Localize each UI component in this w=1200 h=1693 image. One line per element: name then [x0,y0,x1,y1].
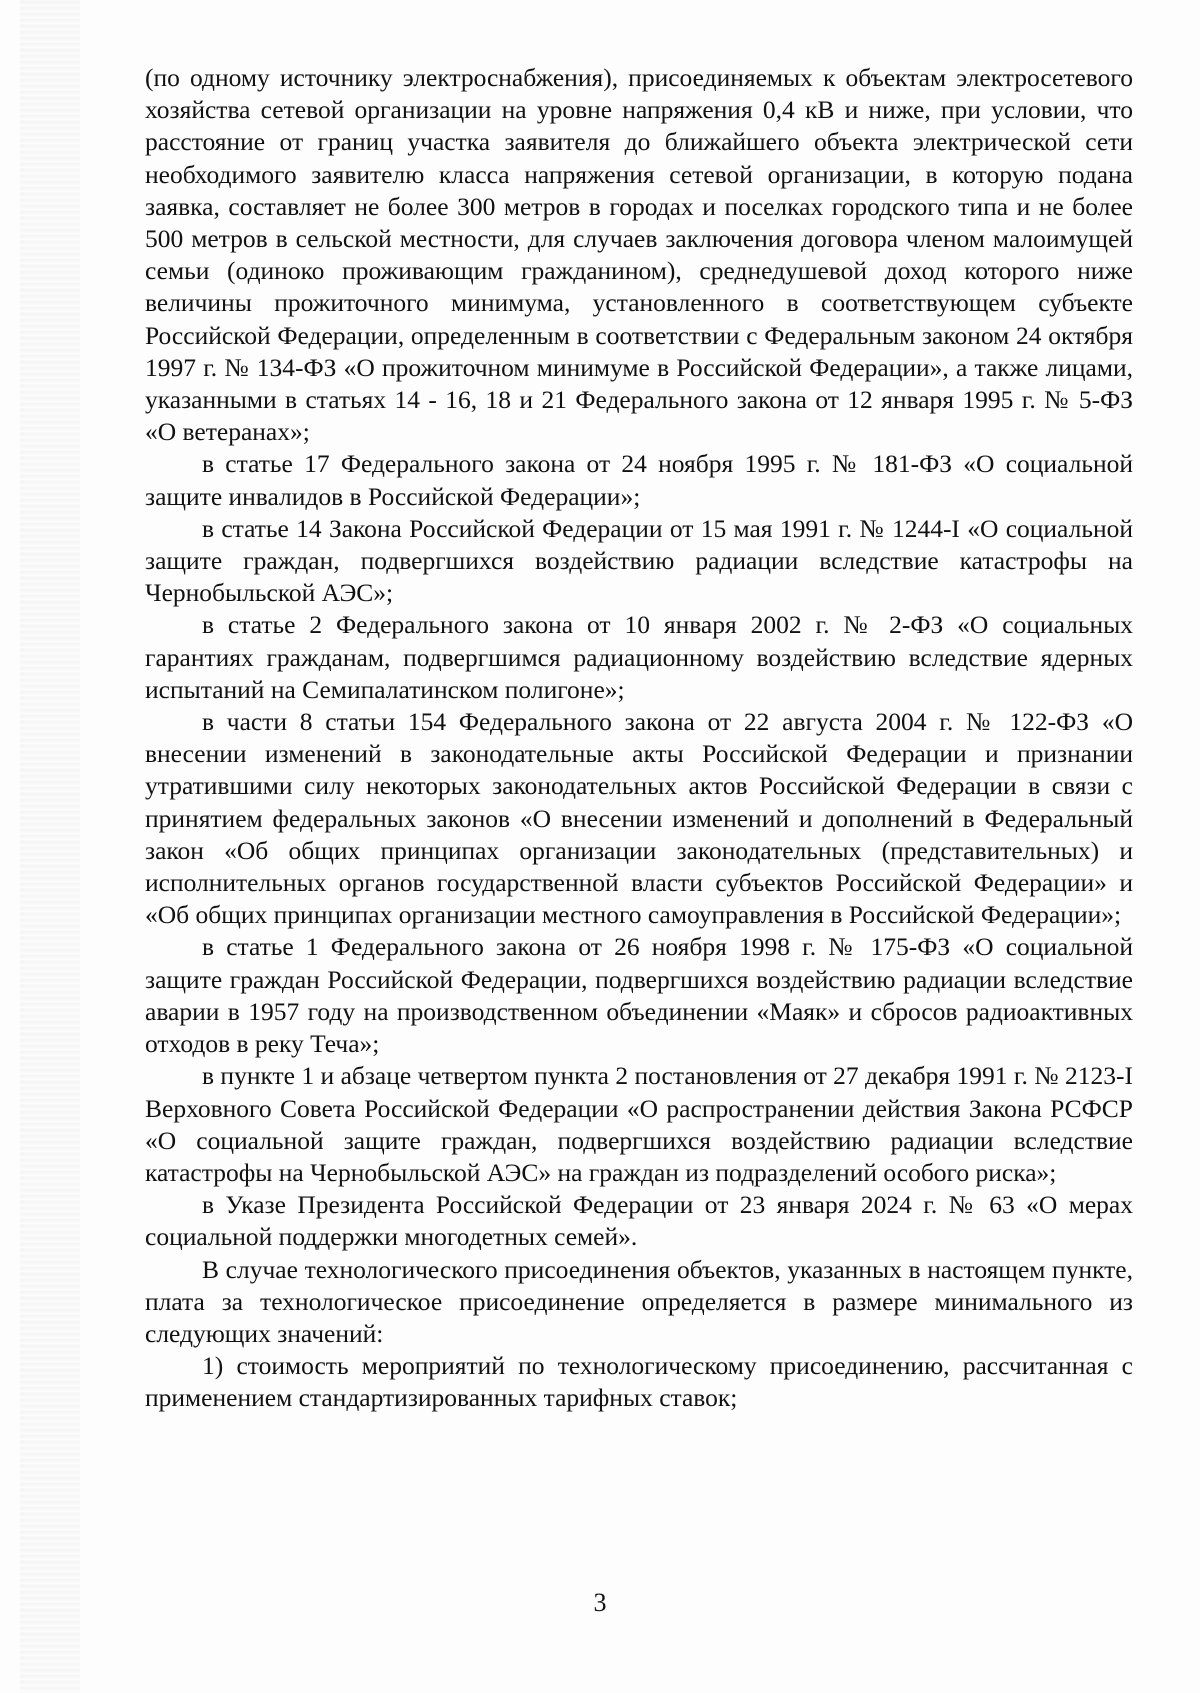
scan-artifact-edge [20,0,80,1693]
document-body [145,62,1133,1415]
paragraph-decree-63: в Указе Президента Российской Федерации от 23 января 2024 г. № 63 «О мерах социальной поддержки многодетных семей». [145,1190,1133,1252]
paragraph-law-1244: в статье 14 Закона Российской Федерации от 15 мая 1991 г. № 1244-I «О социальной защите граждан, подвергшихся воздействию радиации вследствие катастрофы на Чернобыльской АЭС»; [145,513,1133,608]
paragraph-law-175: в статье 1 Федерального закона от 26 ноября 1998 г. № 175-ФЗ «О социальной защите граждан Российской Федерации, подвергшихся воздействию радиации вследствие аварии в 1957 году на производственном объединении «Маяк» и сбросов радиоактивных отходов в реку Теча»; [145,932,1133,1059]
paragraph-continuation: (по одному источнику электроснабжения), присоединяемых к объектам электросетевого хозяйства сетевой организации на уровне напряжения 0,4 кВ и ниже, при условии, что расстояние от границ участка заявителя до ближайшего объекта электрической сети необходимого заявителю класса напряжения сетевой организации, в которую подана заявка, составляет не более 300 метров в городах и поселках городского типа и не более 500 метров в сельской местности, для случаев заключения договора членом малоимущей семьи (одиноко проживающим гражданином), среднедушевой доход которого ниже величины прожиточного минимума, установленного в соответствующем субъекте Российской Федерации, определенным в соответствии с Федеральным законом 24 октября 1997 г. № 134-ФЗ «О прожиточном минимуме в Российской Федерации», а также лицами, указанными в статьях 14 - 16, 18 и 21 Федерального закона от 12 января 1995 г. № 5-ФЗ «О ветеранах»; [145,63,1133,447]
paragraph-law-2: в статье 2 Федерального закона от 10 января 2002 г. № 2-ФЗ «О социальных гарантиях гражданам, подвергшимся радиационному воздействию вследствие ядерных испытаний на Семипалатинском полигоне»; [145,610,1133,704]
paragraph-law-181: в статье 17 Федерального закона от 24 ноября 1995 г. № 181-ФЗ «О социальной защите инвалидов в Российской Федерации»; [145,449,1133,511]
paragraph-resolution-2123: в пункте 1 и абзаце четвертом пункта 2 постановления от 27 декабря 1991 г. № 2123-I Верховного Совета Российской Федерации «О распространении действия Закона РСФСР «О социальной защите граждан, подвергшихся воздействию радиации вследствие катастрофы на Чернобыльской АЭС» на граждан из подразделений особого риска»; [145,1061,1133,1187]
paragraph-item-1: 1) стоимость мероприятий по технологическому присоединению, рассчитанная с применением стандартизированных тарифных ставок; [145,1351,1133,1413]
paragraph-fee-rule: В случае технологического присоединения объектов, указанных в настоящем пункте, плата за технологическое присоединение определяется в размере минимального из следующих значений: [145,1254,1133,1348]
page-number: 3 [593,1588,607,1617]
paragraph-law-122: в части 8 статьи 154 Федерального закона от 22 августа 2004 г. № 122-ФЗ «О внесении изменений в законодательные акты Российской Федерации и признании утратившими силу некоторых законодательных актов Российской Федерации в связи с принятием федеральных законов «О внесении изменений и дополнений в Федеральный закон «Об общих принципах организации законодательных (представительных) и исполнительных органов государственной власти субъектов Российской Федерации» и «Об общих принципах организации местного самоуправления в Российской Федерации»; [145,707,1133,930]
